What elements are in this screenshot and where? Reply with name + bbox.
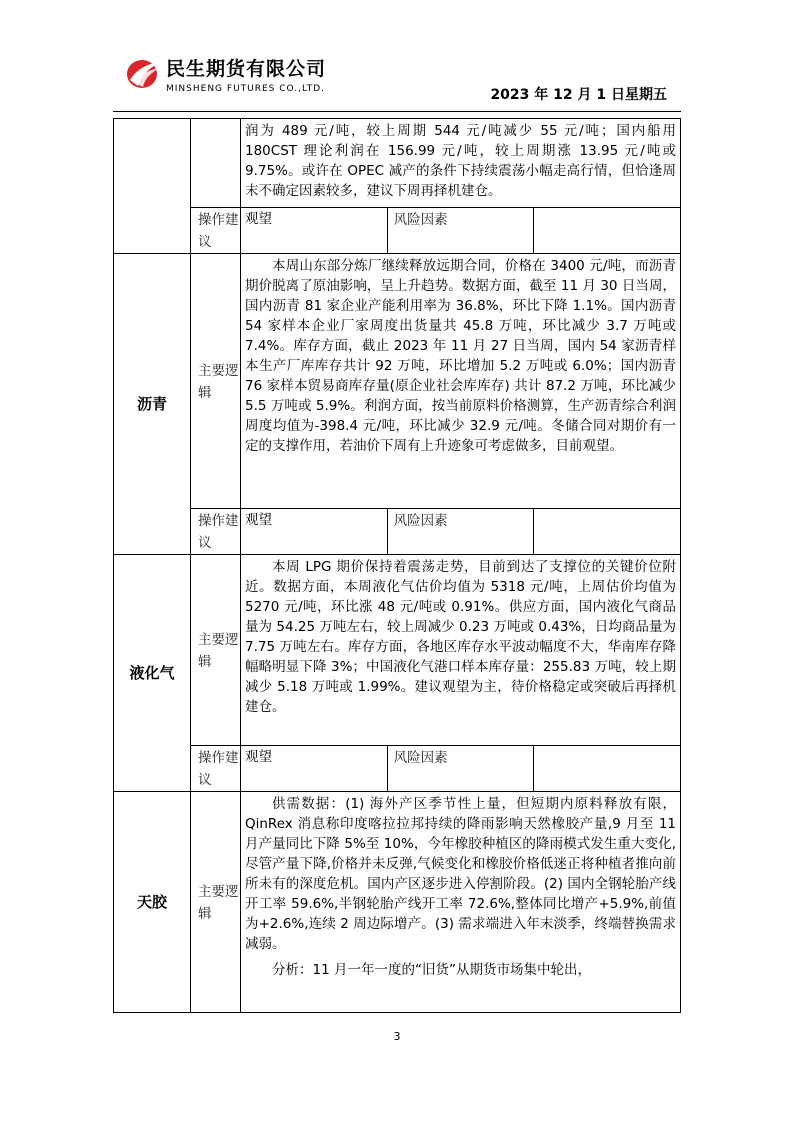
fuel-operation-row	[114, 208, 681, 254]
minsheng-logo-icon	[126, 56, 162, 90]
lpg-operation-row	[114, 746, 681, 792]
lpg-risk-value	[534, 746, 681, 792]
fuel-risk-value	[534, 208, 681, 254]
asphalt-operation-row	[114, 509, 681, 555]
lpg-logic-row	[114, 555, 681, 746]
lpg-logic-label: 主要逻辑	[191, 555, 241, 746]
fuel-logic-label	[191, 119, 241, 208]
asphalt-risk-label: 风险因素	[387, 509, 534, 555]
asphalt-logic-row	[114, 254, 681, 509]
lpg-operation-label: 操作建议	[191, 746, 241, 792]
fuel-operation-value: 观望	[241, 208, 388, 254]
asphalt-operation-value: 观望	[241, 509, 388, 555]
asphalt-operation-label: 操作建议	[191, 509, 241, 555]
company-name-cn: 民生期货有限公司	[166, 58, 327, 80]
rubber-analysis-text: 分析：11 月一年一度的“旧货”从期货市场集中轮出，	[272, 962, 591, 978]
lpg-category: 液化气	[114, 555, 191, 792]
asphalt-category: 沥青	[114, 254, 191, 555]
fuel-category-cell	[114, 119, 191, 254]
asphalt-logic-text: 本周山东部分炼厂继续释放远期合同，价格在 3400 元/吨，而沥青期价脱离了原油影响，呈上升趋势。数据方面，截至 11 月 30 日当周，国内沥青 81 家企业产能利用率为 36.8%，环比下降 1.1%。国内沥青 54 家样本企业厂家周度出货量共 45.8 万吨，环比减少 3.7 万吨或 7.4%。库存方面，截止 2023 年 11 月 27 日当周，国内 54 家沥青样本生产厂库库存共计 92 万吨，环比增加 5.2 万吨或 6.0%；国内沥青 76 家样本贸易商库存量(原企业社会库库存) 共计 87.2 万吨，环比减少 5.5 万吨或 5.9%。利润方面，按当前原料价格测算，生产沥青综合利润周度均值为-398.4 元/吨，环比减少 32.9 元/吨。冬储合同对期价有一定的支撑作用，若油价下周有上升迹象可考虑做多，目前观望。	[241, 254, 681, 509]
header-rule	[113, 111, 681, 112]
commodity-table	[113, 118, 681, 1013]
company-name-en: MINSHENG FUTURES CO.,LTD.	[166, 84, 326, 94]
fuel-risk-label: 风险因素	[387, 208, 534, 254]
asphalt-logic-label: 主要逻辑	[191, 254, 241, 509]
rubber-category: 天胶	[114, 792, 191, 1013]
lpg-risk-label: 风险因素	[387, 746, 534, 792]
lpg-logic-text: 本周 LPG 期价保持着震荡走势，目前到达了支撑位的关键价位附近。数据方面，本周液化气估价均值为 5318 元/吨，上周估价均值为 5270 元/吨，环比涨 48 元/吨或 0.91%。供应方面，国内液化气商品量为 54.25 万吨左右，较上周减少 0.23 万吨或 0.43%，日均商品量为 7.75 万吨左右。库存方面，各地区库存水平波动幅度不大，华南库存降幅略明显下降 3%；中国液化气港口样本库存量：255.83 万吨，较上期减少 5.18 万吨或 1.99%。建议观望为主，待价格稳定或突破后再择机建仓。	[241, 555, 681, 746]
rubber-logic-row	[114, 792, 681, 1013]
page-number: 3	[393, 1030, 401, 1043]
fuel-logic-row	[114, 119, 681, 208]
page-header	[0, 0, 794, 118]
lpg-operation-value: 观望	[241, 746, 388, 792]
fuel-logic-text: 润为 489 元/吨，较上周期 544 元/吨减少 55 元/吨；国内船用 180CST 理论利润在 156.99 元/吨，较上周期涨 13.95 元/吨或 9.75%。或许在 OPEC 减产的条件下持续震荡小幅走高行情，但恰逢周末不确定因素较多，建议下周再择机建仓。	[241, 119, 681, 208]
fuel-operation-label: 操作建议	[191, 208, 241, 254]
report-date: 2023 年 12 月 1 日星期五	[490, 87, 667, 103]
rubber-logic-text: 供需数据：(1) 海外产区季节性上量，但短期内原料释放有限，QinRex 消息称印度喀拉拉邦持续的降雨影响天然橡胶产量,9 月至 11 月产量同比下降 5%至 10%，今年橡胶种植区的降雨模式发生重大变化,尽管产量下降,价格并未反弹,气候变化和橡胶价格低迷正将种植者推向前所未有的深度危机。国内产区逐步进入停割阶段。(2) 国内全钢轮胎产线开工率 59.6%,半钢轮胎产线开工率 72.6%,整体同比增产+5.9%,前值为+2.6%,连续 2 周边际增产。(3) 需求端进入年末淡季，终端替换需求减弱。 分析：11 月一年一度的“旧货”从期货市场集中轮出，	[241, 792, 681, 1013]
asphalt-risk-value	[534, 509, 681, 555]
rubber-logic-label: 主要逻辑	[191, 792, 241, 1013]
